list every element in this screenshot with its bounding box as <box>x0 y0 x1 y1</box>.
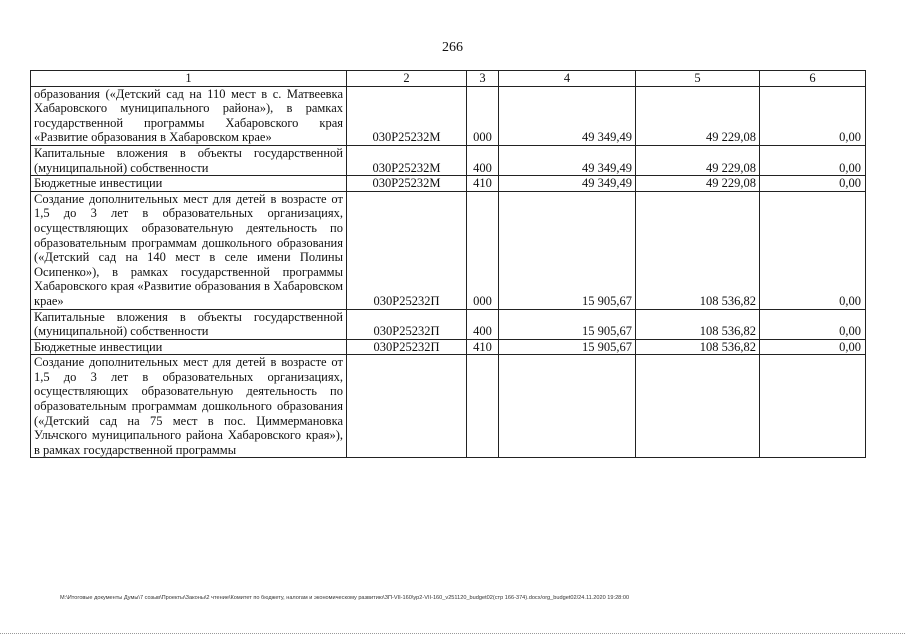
row-value-5: 49 229,08 <box>636 145 760 175</box>
bottom-divider <box>0 633 905 635</box>
row-name: образования («Детский сад на 110 мест в с. Матвеевка Хабаровского муниципального района»), в рамках государственной программы Хабаровского края «Развитие образования в Хабаровском крае» <box>31 86 347 145</box>
table-row <box>31 176 866 192</box>
row-value-5: 49 229,08 <box>636 176 760 192</box>
row-value-6: 0,00 <box>760 191 866 309</box>
row-value-5 <box>636 355 760 458</box>
row-value-5: 108 536,82 <box>636 339 760 355</box>
row-type: 400 <box>467 309 499 339</box>
row-name: Капитальные вложения в объекты государственной (муниципальной) собственности <box>31 309 347 339</box>
row-code: 030P25232M <box>347 86 467 145</box>
row-name: Создание дополнительных мест для детей в возрасте от 1,5 до 3 лет в образовательных организациях, осуществляющих образовательную деятельность по образовательным программам дошкольного образования («Детский сад на 140 мест в селе имени Полины Осипенко»), в рамках государственной программы Хабаровского края «Развитие образования в Хабаровском крае» <box>31 191 347 309</box>
row-code: 030P25232M <box>347 145 467 175</box>
row-value-6: 0,00 <box>760 339 866 355</box>
row-value-4: 15 905,67 <box>499 339 636 355</box>
row-value-4: 49 349,49 <box>499 145 636 175</box>
row-name: Создание дополнительных мест для детей в возрасте от 1,5 до 3 лет в образовательных организациях, осуществляющих образовательную деятельность по образовательным программам дошкольного образования («Детский сад на 75 мест в пос. Циммермановка Ульчского муниципального района Хабаровского края»), в рамках государственной программы <box>31 355 347 458</box>
row-code: 030P25232П <box>347 191 467 309</box>
row-value-5: 108 536,82 <box>636 191 760 309</box>
row-value-6 <box>760 355 866 458</box>
column-header-6: 6 <box>760 71 866 87</box>
table-row <box>31 145 866 175</box>
row-name: Капитальные вложения в объекты государственной (муниципальной) собственности <box>31 145 347 175</box>
column-header-1: 1 <box>31 71 347 87</box>
row-value-6: 0,00 <box>760 176 866 192</box>
row-code: 030P25232П <box>347 339 467 355</box>
row-type: 400 <box>467 145 499 175</box>
row-type: 410 <box>467 176 499 192</box>
row-value-5: 49 229,08 <box>636 86 760 145</box>
row-value-4 <box>499 355 636 458</box>
table-row <box>31 191 866 309</box>
page-number: 266 <box>442 40 463 55</box>
row-name: Бюджетные инвестиции <box>31 176 347 192</box>
table-header-row <box>31 71 866 87</box>
row-type: 410 <box>467 339 499 355</box>
column-header-5: 5 <box>636 71 760 87</box>
row-type: 000 <box>467 86 499 145</box>
row-code <box>347 355 467 458</box>
table-row <box>31 355 866 458</box>
table-row <box>31 309 866 339</box>
column-header-2: 2 <box>347 71 467 87</box>
column-header-3: 3 <box>467 71 499 87</box>
table-row <box>31 86 866 145</box>
budget-table <box>30 70 866 458</box>
file-path-footer: M:\Итоговые документы Думы\7 созыв\Проекты\Законы\2 чтение\Комитет по бюджету, налогам и экономическому развитию\ЗП-VII-160\ур2-VII-160_v251120_budget02(стр 166-374).docx/org_budget02/24.11.2020 19:28:00 <box>60 595 630 601</box>
row-value-4: 49 349,49 <box>499 86 636 145</box>
row-value-5: 108 536,82 <box>636 309 760 339</box>
row-code: 030P25232M <box>347 176 467 192</box>
row-type: 000 <box>467 191 499 309</box>
row-type <box>467 355 499 458</box>
table-row <box>31 339 866 355</box>
row-value-6: 0,00 <box>760 309 866 339</box>
column-header-4: 4 <box>499 71 636 87</box>
row-value-4: 15 905,67 <box>499 309 636 339</box>
row-value-4: 49 349,49 <box>499 176 636 192</box>
row-value-6: 0,00 <box>760 145 866 175</box>
row-value-6: 0,00 <box>760 86 866 145</box>
row-code: 030P25232П <box>347 309 467 339</box>
row-name: Бюджетные инвестиции <box>31 339 347 355</box>
row-value-4: 15 905,67 <box>499 191 636 309</box>
